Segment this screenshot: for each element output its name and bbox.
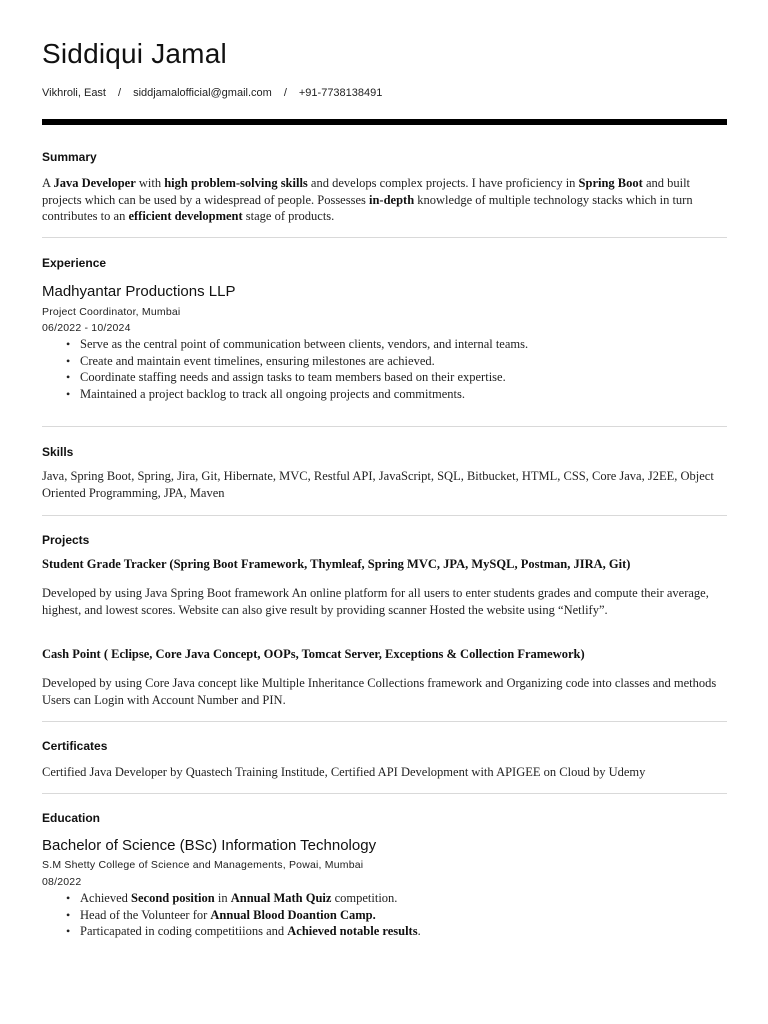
section-divider <box>42 515 727 516</box>
text-run: stage of products. <box>242 209 335 223</box>
list-item: • Serve as the central point of communication between clients, vendors, and internal teams. <box>80 336 727 353</box>
project-description: Developed by using Java Spring Boot framework An online platform for all users to enter students grades and compute their average, highest, and lowest scores. Website can also give result by providing scanner Hosted the website using “Netlify”. <box>42 586 709 617</box>
skills-heading: Skills <box>42 445 74 459</box>
email-link[interactable]: siddjamalofficial@gmail.com <box>133 87 272 99</box>
emphasis-text: Second position <box>131 891 215 905</box>
project-title: Cash Point ( Eclipse, Core Java Concept, OOPs, Tomcat Server, Exceptions & Collection Framework) <box>42 647 585 661</box>
project-title: Student Grade Tracker (Spring Boot Framework, Thymleaf, Spring MVC, JPA, MySQL, Postman, JIRA, Git) <box>42 557 631 571</box>
text-run: Achieved <box>80 891 132 905</box>
project-description: Developed by using Core Java concept like Multiple Inheritance Collections framework and Organizing code into classes and methods Users can Login with Account Number and PIN. <box>42 676 717 707</box>
emphasis-text: efficient development <box>128 209 243 223</box>
contact-separator: / <box>118 87 122 99</box>
education-date: 08/2022 <box>42 876 82 888</box>
text-run: and develops complex projects. I have proficiency in <box>307 176 579 190</box>
emphasis-text: high problem-solving skills <box>164 176 308 190</box>
list-item: • Coordinate staffing needs and assign tasks to team members based on their expertise. <box>80 369 727 386</box>
section-divider <box>42 237 727 238</box>
text-run: competition. <box>331 891 398 905</box>
institution-name: S.M Shetty College of Science and Managements, Powai, Mumbai <box>42 859 364 871</box>
text-run: in <box>214 891 231 905</box>
header-rule <box>42 119 727 125</box>
education-heading: Education <box>42 811 101 825</box>
list-item <box>80 890 727 907</box>
emphasis-text: Spring Boot <box>578 176 643 190</box>
education-bullets <box>42 890 727 940</box>
job-role-location: Project Coordinator, Mumbai <box>42 306 181 318</box>
emphasis-text: Annual Blood Doantion Camp. <box>210 907 376 922</box>
summary-heading: Summary <box>42 150 97 164</box>
emphasis-text: Annual Math Quiz <box>230 891 332 905</box>
degree-title: Bachelor of Science (BSc) Information Technology <box>42 837 377 854</box>
text-run: . <box>417 924 421 939</box>
summary-text <box>42 175 727 225</box>
text-run: Head of the Volunteer for <box>80 907 211 922</box>
list-item <box>80 923 727 940</box>
experience-bullets <box>42 336 727 403</box>
emphasis-text: Java Developer <box>53 176 136 190</box>
text-run: with <box>135 176 165 190</box>
list-item <box>80 907 727 924</box>
contact-line <box>42 87 382 99</box>
certificates-text: Certified Java Developer by Quastech Training Institude, Certified API Development with APIGEE on Cloud by Udemy <box>42 765 646 779</box>
candidate-name: Siddiqui Jamal <box>42 38 227 69</box>
section-divider <box>42 426 727 427</box>
text-run: and built projects which can be used by a widespread of people. Possesses <box>42 176 691 207</box>
section-divider <box>42 721 727 722</box>
skills-text: Java, Spring Boot, Spring, Jira, Git, Hibernate, MVC, Restful API, JavaScript, SQL, Bitbucket, HTML, CSS, Core Java, J2EE, Object Oriented Programming, JPA, Maven <box>42 469 714 500</box>
company-name: Madhyantar Productions LLP <box>42 283 236 300</box>
list-item: • Create and maintain event timelines, ensuring milestones are achieved. <box>80 353 727 370</box>
location-text: Vikhroli, East <box>42 87 106 99</box>
job-dates: 06/2022 - 10/2024 <box>42 322 131 334</box>
certificates-heading: Certificates <box>42 739 108 753</box>
text-run: knowledge of multiple technology stacks which in turn contributes to an <box>42 192 693 223</box>
emphasis-text: in-depth <box>369 192 415 207</box>
list-item: • Maintained a project backlog to track all ongoing projects and commitments. <box>80 386 727 403</box>
phone-text: +91-7738138491 <box>298 87 383 99</box>
projects-heading: Projects <box>42 533 90 547</box>
section-divider <box>42 793 727 794</box>
experience-heading: Experience <box>42 256 107 270</box>
emphasis-text: Achieved notable results <box>287 924 418 939</box>
contact-separator: / <box>283 87 287 99</box>
text-run: Particapated in coding competitiions and <box>80 924 288 939</box>
text-run: A <box>42 176 54 190</box>
